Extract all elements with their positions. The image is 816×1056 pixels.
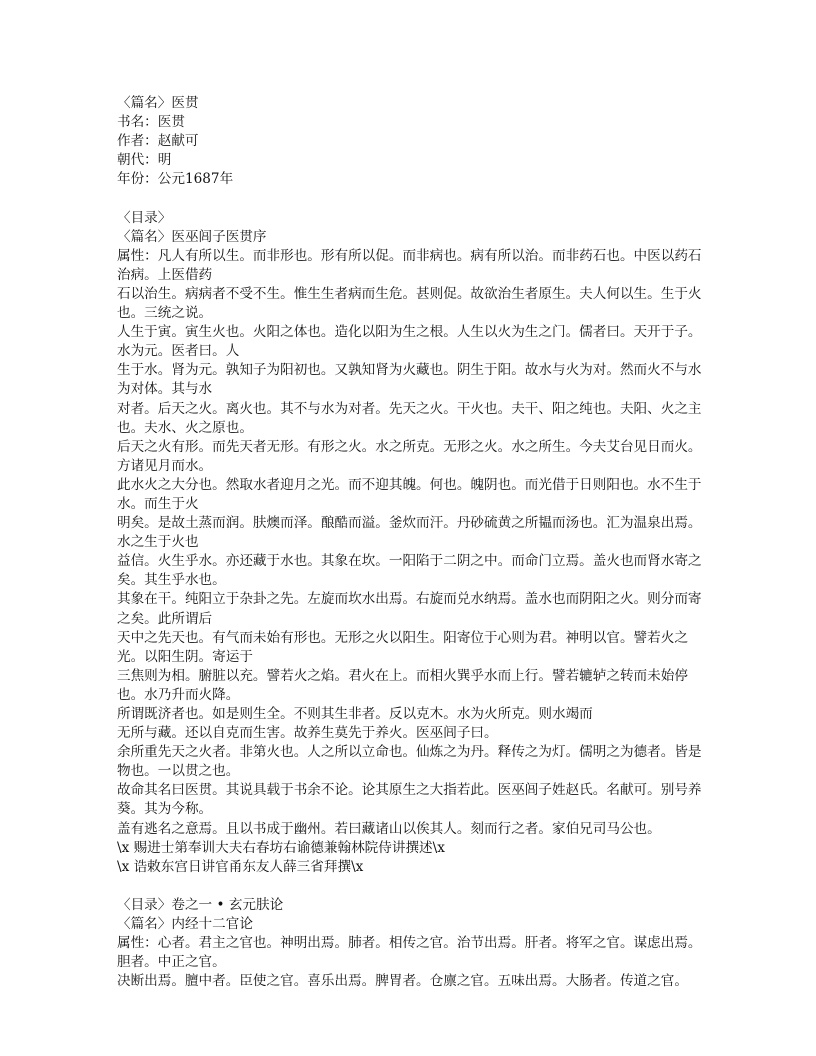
book-name: 书名：医贯	[117, 114, 185, 131]
preface-paragraph: 对者。后天之火。离火也。其不与水为对者。先天之火。干火也。夫干、阳之纯也。夫阳、火之主也。夫水、火之原也。	[117, 400, 702, 436]
volume-toc-entry: 〈目录〉卷之一 • 玄元肤论	[117, 896, 284, 913]
preface-paragraph: 无所与藏。还以自克而生害。故养生莫先于养火。医巫闾子曰。	[117, 725, 498, 742]
section-title: 〈篇名〉医贯	[117, 95, 199, 111]
toc-label: 〈目录〉	[117, 209, 172, 226]
preface-paragraph: 三焦则为相。腑脏以充。譬若火之焰。君火在上。而相火巽乎水而上行。譬若辘轳之转而未始停也。水乃升而火降。	[117, 667, 688, 703]
preface-title: 〈篇名〉医巫闾子医贯序	[117, 228, 267, 245]
blank-line	[117, 877, 707, 896]
volume-paragraph: 属性：心者。君主之官也。神明出焉。肺者。相传之官。治节出焉。肝者。将军之官。谋虑出焉。胆者。中正之官。	[117, 935, 702, 971]
author: 作者：赵献可	[117, 133, 199, 150]
preface-paragraph: 故命其名曰医贯。其说具载于书余不论。论其原生之大指若此。医巫闾子姓赵氏。名献可。别号养葵。其为今称。	[117, 782, 702, 818]
preface-paragraph: 此水火之大分也。然取水者迎月之光。而不迎其魄。何也。魄阴也。而光借于日则阳也。水不生于水。而生于火	[117, 476, 702, 512]
preface-paragraph: 后天之火有形。而先天者无形。有形之火。水之所克。无形之火。水之所生。今夫艾台见日而火。方诸见月而水。	[117, 438, 702, 474]
preface-paragraph: 属性：凡人有所以生。而非形也。形有所以促。而非病也。病有所以治。而非药石也。中医以药石治病。上医借药	[117, 247, 702, 283]
preface-paragraph: 其象在干。纯阳立于杂卦之先。左旋而坎水出焉。右旋而兑水纳焉。盖水也而阴阳之火。则分而寄之矣。此所谓后	[117, 591, 702, 627]
year: 年份：公元1687年	[117, 171, 234, 188]
preface-paragraph: 生于水。肾为元。孰知子为阳初也。又孰知肾为火藏也。阴生于阳。故水与火为对。然而火不与水为对体。其与水	[117, 362, 702, 398]
preface-paragraph: 所谓既济者也。如是则生全。不则其生非者。反以克木。水为火所克。则水竭而	[117, 706, 593, 722]
volume-paragraph: 决断出焉。膻中者。臣使之官。喜乐出焉。脾胃者。仓廪之官。五味出焉。大肠者。传道之官。	[117, 973, 688, 990]
preface-paragraph: 余所重先天之火者。非第火也。人之所以立命也。仙炼之为丹。释传之为灯。儒明之为德者。皆是物也。一以贯之也。	[117, 744, 702, 780]
preface-paragraph: 人生于寅。寅生火也。火阳之体也。造化以阳为生之根。人生以火为生之门。儒者曰。天开于子。水为元。医者曰。人	[117, 324, 702, 360]
blank-line	[117, 189, 707, 208]
preface-paragraph: 石以治生。病病者不受不生。惟生生者病而生危。甚则促。故欲治生者原生。夫人何以生。生于火也。三统之说。	[117, 285, 702, 322]
preface-paragraph: 益信。火生乎水。亦还藏于水也。其象在坎。一阳陷于二阴之中。而命门立焉。盖火也而肾水寄之矣。其生乎水也。	[117, 553, 702, 589]
volume-title: 〈篇名〉内经十二官论	[117, 916, 253, 933]
dynasty: 朝代：明	[117, 152, 172, 169]
document-page	[117, 94, 707, 991]
preface-signature: \x 诰敕东宫日讲官甬东友人薛三省拜撰\x	[117, 858, 364, 875]
preface-signature: \x 赐进士第奉训大夫右春坊右谕德兼翰林院侍讲撰述\x	[117, 839, 445, 856]
preface-paragraph: 明矣。是故土蒸而润。肤燠而泽。酿酷而溢。釜炊而汗。丹砂硫黄之所韫而汤也。汇为温泉出焉。水之生于火也	[117, 515, 702, 551]
preface-paragraph: 盖有逃名之意焉。且以书成于幽州。若曰藏诸山以俟其人。刻而行之者。家伯兄司马公也。	[117, 820, 661, 837]
preface-paragraph: 天中之先天也。有气而未始有形也。无形之火以阳生。阳寄位于心则为君。神明以官。譬若火之光。以阳生阴。寄运于	[117, 629, 688, 665]
